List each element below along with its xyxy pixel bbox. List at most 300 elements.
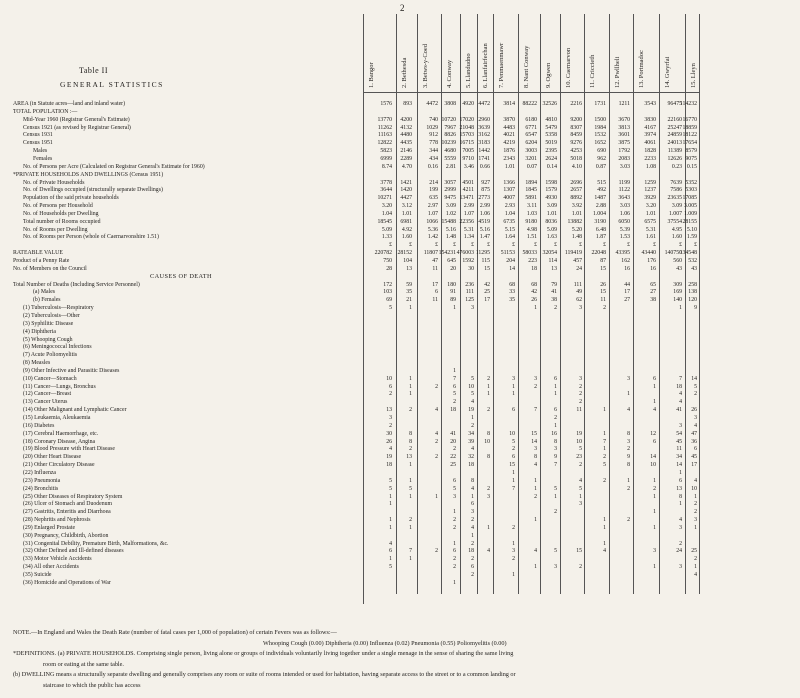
table-cell: 3875 — [618, 140, 630, 147]
row-label: (10) Cancer—Stomach — [23, 375, 77, 382]
table-cell: 8 — [627, 430, 630, 437]
table-cell: 1 — [534, 564, 537, 571]
table-cell: £ — [694, 242, 697, 249]
footnote-line: Whooping Cough (0.00) Diphtheria (0.00) Influenza (0.02) Pneumonia (0.55) Poliomyelitis (0.00) — [263, 639, 507, 647]
table-cell: 5.39 — [619, 226, 630, 233]
table-cell: 11 — [576, 407, 582, 414]
table-cell: 7 — [534, 407, 537, 414]
table-cell: 1122 — [618, 187, 630, 194]
table-cell: 5 — [603, 462, 606, 469]
table-cell: 1 — [603, 540, 606, 547]
table-cell: 1 — [409, 524, 412, 531]
table-cell: 4435 — [400, 140, 412, 147]
table-cell: 16 — [650, 265, 656, 272]
table-cell: 13 — [406, 265, 412, 272]
table-cell: 16 — [551, 430, 557, 437]
table-cell: £ — [653, 242, 656, 249]
table-cell: 103 — [383, 289, 392, 296]
table-cell: 10 — [650, 462, 656, 469]
table-cell: 2 — [409, 517, 412, 524]
table-cell: 1066 — [426, 218, 438, 225]
table-cell: 2 — [579, 462, 582, 469]
table-cell: 10 — [484, 438, 490, 445]
table-cell: 7 — [554, 462, 557, 469]
row-label: No. of Persons per Acre (Calculated on Registrar General's Estimate for 1960) — [23, 163, 205, 170]
table-cell: 21 — [406, 297, 412, 304]
table-cell: 1 — [653, 477, 656, 484]
table-cell: 1 — [653, 493, 656, 500]
row-label: No. of Members on the Council — [13, 265, 87, 272]
table-cell: 2657 — [570, 187, 582, 194]
table-cell: 111 — [573, 281, 582, 288]
table-cell: 2.81 — [445, 163, 456, 170]
table-cell: 1984 — [594, 124, 606, 131]
table-cell: 1307 — [503, 187, 515, 194]
table-cell: 1.009 — [683, 210, 697, 217]
table-cell: 1579 — [545, 187, 557, 194]
table-cell: 8 — [487, 430, 490, 437]
table-cell: 3670 — [618, 116, 630, 123]
footnote-line: staircase to which the public has access — [43, 681, 141, 689]
row-label: Total number of Rooms occupied — [23, 218, 101, 225]
table-cell: 2395 — [545, 148, 557, 155]
table-cell: 4 — [534, 462, 537, 469]
table-cell: 2999 — [444, 187, 456, 194]
table-cell: 2 — [694, 509, 697, 516]
table-cell: 5 — [471, 375, 474, 382]
footnote-line: *DEFINITIONS. (a) PRIVATE HOUSEHOLDS. Comprising single person, living alone or groups of individuals voluntarily living together under a single menage in the sense of sharing the same living — [13, 650, 514, 657]
table-cell: 6 — [471, 564, 474, 571]
table-cell: 2 — [453, 399, 456, 406]
table-cell: £ — [534, 242, 537, 249]
table-cell: 1.48 — [445, 234, 456, 241]
table-cell: 2 — [694, 501, 697, 508]
table-cell: 199 — [429, 187, 438, 194]
column-rule — [518, 14, 519, 594]
table-cell: 62 — [576, 297, 582, 304]
section-heading: CAUSES OF DEATH — [150, 272, 212, 280]
table-cell: 15 — [531, 430, 537, 437]
table-cell: 13 — [551, 265, 557, 272]
table-cell: 5559 — [444, 155, 456, 162]
table-cell: 1 — [389, 517, 392, 524]
table-cell: 3 — [627, 375, 630, 382]
table-cell: 15 — [484, 265, 490, 272]
table-cell: 17 — [432, 281, 438, 288]
table-cell: 204 — [506, 258, 515, 264]
table-cell: 2 — [579, 564, 582, 571]
table-cell: 3 — [679, 524, 682, 531]
table-cell: 37554 — [667, 218, 682, 225]
table-cell: 2 — [512, 524, 515, 531]
table-cell: 6050 — [618, 218, 630, 225]
table-cell: 2 — [487, 407, 490, 414]
table-cell: 14 — [650, 454, 656, 461]
table-cell: 1 — [603, 407, 606, 414]
table-cell: 6 — [554, 375, 557, 382]
table-cell: 2 — [453, 524, 456, 531]
table-cell: 9 — [554, 454, 557, 461]
table-cell: 3190 — [594, 218, 606, 225]
table-cell: 49 — [576, 289, 582, 296]
table-cell: 2 — [679, 540, 682, 547]
table-cell: 1 — [512, 572, 515, 578]
row-label: (25) Other Diseases of Respiratory System — [23, 493, 123, 500]
table-cell: 15703 — [459, 132, 474, 139]
table-cell: 1.87 — [595, 234, 606, 241]
column-rule — [396, 14, 397, 594]
table-cell: 79 — [551, 281, 557, 288]
row-label: Females — [33, 155, 53, 162]
table-cell: 4 — [694, 422, 697, 429]
column-header: 11. Criccieth — [589, 54, 596, 88]
row-label: (2) Tuberculosis—Other — [23, 312, 80, 319]
row-label: No. of Households per Dwelling — [23, 210, 99, 217]
table-cell: 690 — [597, 148, 606, 155]
table-cell: 3.09 — [445, 203, 456, 210]
table-cell: 1199 — [618, 179, 630, 186]
table-cell: 2 — [653, 485, 656, 492]
table-cell: 120 — [688, 297, 697, 304]
table-cell: £ — [579, 242, 582, 249]
table-cell: £ — [603, 242, 606, 249]
column-header: 5. Llandudno — [465, 53, 472, 88]
table-cell: 1.64 — [504, 234, 515, 241]
table-cell: 88222 — [522, 101, 537, 107]
table-cell: 2 — [512, 556, 515, 563]
table-cell: 309 — [673, 281, 682, 288]
table-cell: 2 — [453, 564, 456, 571]
table-cell: 42 — [484, 281, 490, 288]
table-cell: 5.15 — [504, 226, 515, 233]
table-cell: 18859 — [682, 124, 697, 131]
table-cell: 5 — [579, 446, 582, 453]
table-cell: 1576 — [380, 101, 392, 107]
table-cell: 1 — [471, 415, 474, 421]
table-cell: 5.16 — [479, 226, 490, 233]
table-cell: 8459 — [570, 132, 582, 139]
table-cell: 3 — [471, 509, 474, 516]
table-cell: 5.10 — [686, 226, 697, 233]
table-cell: £ — [679, 242, 682, 249]
table-cell: 7639 — [670, 179, 682, 186]
table-cell: 15 — [576, 548, 582, 555]
table-cell: 0.66 — [479, 163, 490, 170]
table-cell: 4021 — [503, 132, 515, 139]
table-cell: 8892 — [570, 195, 582, 202]
table-cell: 25 — [484, 289, 490, 296]
column-rule — [460, 14, 461, 594]
table-cell: 8 — [487, 454, 490, 461]
table-cell: 11295 — [475, 250, 490, 257]
table-cell: 2960 — [478, 116, 490, 123]
table-cell: 4 — [389, 446, 392, 453]
table-cell: 3 — [554, 564, 557, 571]
table-cell: 5018 — [570, 155, 582, 162]
table-cell: 2 — [512, 446, 515, 453]
table-cell: 1.06 — [619, 210, 630, 217]
row-label: AREA (in Statute acres—land and inland water) — [13, 101, 126, 107]
table-cell: 4427 — [400, 195, 412, 202]
table-cell: 3.09 — [671, 203, 682, 210]
table-cell: 236 — [465, 281, 474, 288]
table-cell: 2 — [554, 509, 557, 516]
table-cell: 22356 — [459, 218, 474, 225]
table-cell: 1 — [679, 501, 682, 508]
table-cell: 162 — [621, 258, 630, 264]
table-cell: 4007 — [503, 195, 515, 202]
table-cell: 1.61 — [645, 234, 656, 241]
table-cell: 5 — [389, 564, 392, 571]
table-cell: 4 — [679, 517, 682, 524]
table-cell: 9475 — [444, 195, 456, 202]
table-cell: 119419 — [564, 250, 582, 257]
table-cell: 11 — [432, 265, 438, 272]
table-cell: 1 — [653, 399, 656, 406]
table-cell: 51153 — [500, 250, 515, 257]
table-cell: 2 — [554, 305, 557, 312]
table-cell: 2 — [453, 446, 456, 453]
table-cell: 1 — [435, 493, 438, 500]
table-cell: 5303 — [685, 187, 697, 194]
table-cell: 172 — [383, 281, 392, 288]
table-cell: 6 — [471, 501, 474, 508]
table-cell: 1.63 — [546, 234, 557, 241]
row-label: (11) Cancer—Lungs, Bronchus — [23, 383, 96, 390]
table-cell: 476003 — [456, 250, 474, 257]
table-cell: 7586 — [670, 187, 682, 194]
table-cell: 91 — [450, 289, 456, 296]
table-cell: 10 — [509, 430, 515, 437]
table-cell: 3830 — [644, 116, 656, 123]
row-label: Population of the said private households — [23, 195, 119, 202]
table-cell: 1.42 — [427, 234, 438, 241]
column-header: 12. Pwllheli — [614, 56, 621, 88]
table-cell: 69 — [386, 297, 392, 304]
table-cell: 1.47 — [479, 234, 490, 241]
row-label: No. of Persons per Household — [23, 203, 93, 210]
table-cell: 59 — [406, 281, 412, 288]
table-cell: 169 — [673, 289, 682, 296]
table-cell: 68 — [531, 281, 537, 288]
column-rule — [441, 14, 442, 594]
table-cell: 1 — [554, 391, 557, 398]
row-label: (8) Measles — [23, 360, 51, 367]
table-cell: 1 — [453, 367, 456, 374]
table-cell: 1845 — [525, 187, 537, 194]
table-cell: 2 — [435, 548, 438, 555]
table-cell: 6204 — [525, 140, 537, 147]
table-cell: 47 — [432, 258, 438, 264]
table-cell: 18 — [531, 265, 537, 272]
row-label: *PRIVATE HOUSEHOLDS AND DWELLINGS (Census 1951) — [13, 171, 164, 178]
table-cell: 41 — [676, 407, 682, 414]
table-cell: 7 — [679, 375, 682, 382]
table-cell: 18 — [468, 548, 474, 555]
row-label: (31) Congenital Debility, Premature Birth, Malformations, &c. — [23, 540, 169, 547]
table-cell: 3 — [679, 422, 682, 429]
table-cell: 1 — [389, 556, 392, 563]
table-cell: 4 — [627, 407, 630, 414]
table-cell: 9 — [627, 454, 630, 461]
table-cell: 2 — [471, 517, 474, 524]
table-cell: 9710 — [462, 155, 474, 162]
table-cell: 0.87 — [595, 163, 606, 170]
table-cell: 10239 — [441, 140, 456, 147]
table-cell: 4472 — [426, 101, 438, 107]
row-label: (33) Motor Vehicle Accidents — [23, 556, 92, 563]
table-cell: 43440 — [641, 250, 656, 257]
table-cell: 1.08 — [645, 163, 656, 170]
table-cell: 5352 — [685, 179, 697, 186]
table-cell: 4 — [471, 399, 474, 406]
table-cell: 3639 — [478, 124, 490, 131]
table-cell: 5 — [512, 438, 515, 445]
table-cell: 9075 — [685, 155, 697, 162]
table-cell: 1.01 — [571, 210, 582, 217]
table-cell: 4 — [679, 399, 682, 406]
table-cell: 4 — [579, 477, 582, 484]
table-cell: 2 — [471, 556, 474, 563]
table-cell: 32054 — [542, 250, 557, 257]
row-label: (35) Suicide — [23, 572, 52, 578]
table-cell: 28152 — [397, 250, 412, 257]
row-label: Product of a Penny Rate — [13, 258, 70, 264]
table-cell: 4 — [694, 477, 697, 484]
row-label: No. of Private Households — [23, 179, 85, 186]
table-cell: 2 — [579, 399, 582, 406]
table-cell: 26 — [531, 297, 537, 304]
table-cell: 36 — [691, 438, 697, 445]
table-cell: 5 — [694, 383, 697, 390]
table-cell: 6575 — [644, 218, 656, 225]
table-cell: 2 — [579, 391, 582, 398]
table-cell: 1876 — [503, 148, 515, 155]
table-cell: 3.12 — [401, 203, 412, 210]
row-label: (20) Other Heart Disease — [23, 454, 82, 461]
table-cell: 1 — [653, 383, 656, 390]
table-cell: 3201 — [525, 155, 537, 162]
table-cell: 3003 — [525, 148, 537, 155]
table-cell: 2 — [435, 454, 438, 461]
table-cell: 3601 — [618, 132, 630, 139]
row-label: (9) Other Infective and Parasitic Diseases — [23, 367, 120, 374]
table-cell: 65 — [650, 281, 656, 288]
table-cell: 25 — [450, 462, 456, 469]
table-cell: 4132 — [400, 124, 412, 131]
table-cell: 0.14 — [546, 163, 557, 170]
table-cell: 3808 — [444, 101, 456, 107]
row-label: (32) Other Defined and Ill-defined diseases — [23, 548, 124, 555]
table-cell: 138 — [688, 289, 697, 296]
table-cell: 3 — [512, 375, 515, 382]
table-cell: 1 — [487, 524, 490, 531]
column-rule — [493, 14, 494, 594]
table-cell: 1 — [512, 391, 515, 398]
table-cell: 8 — [679, 493, 682, 500]
table-cell: 11807 — [423, 250, 438, 257]
table-cell: 25247 — [667, 124, 682, 131]
table-cell: 5.31 — [645, 226, 656, 233]
table-cell: 16770 — [682, 116, 697, 123]
table-cell: 12626 — [667, 155, 682, 162]
table-cell: 5 — [554, 485, 557, 492]
table-cell: 3.92 — [571, 203, 582, 210]
table-cell: 1.01 — [504, 163, 515, 170]
table-cell: 96475 — [667, 101, 682, 107]
table-cell: 6547 — [525, 132, 537, 139]
table-cell: 1 — [603, 524, 606, 531]
table-cell: 7 — [409, 548, 412, 555]
table-cell: 2 — [694, 556, 697, 563]
table-cell: 35 — [509, 297, 515, 304]
table-cell: 5.20 — [571, 226, 582, 233]
table-cell: 1 — [453, 579, 456, 586]
table-cell: 4 — [389, 540, 392, 547]
table-cell: 3 — [627, 438, 630, 445]
table-cell: 134548 — [679, 250, 697, 257]
table-cell: 8579 — [685, 148, 697, 155]
row-label: (22) Influenza — [23, 469, 56, 476]
table-cell: 5.36 — [427, 226, 438, 233]
table-cell: 2216 — [570, 101, 582, 107]
table-cell: 9 — [694, 305, 697, 312]
table-cell: 492 — [597, 187, 606, 194]
table-cell: 13 — [676, 485, 682, 492]
table-cell: 13 — [406, 454, 412, 461]
column-rule — [540, 14, 541, 594]
table-cell: 1.34 — [463, 234, 474, 241]
table-cell: 1 — [389, 493, 392, 500]
table-cell: 4.95 — [671, 226, 682, 233]
row-label: RATEABLE VALUE — [13, 250, 63, 257]
row-label: (13) Cancer Uterus — [23, 399, 68, 406]
table-cell: 3813 — [618, 124, 630, 131]
table-cell: 2 — [471, 422, 474, 429]
table-cell: 20 — [450, 438, 456, 445]
table-cell: 35 — [406, 289, 412, 296]
table-cell: 11262 — [377, 124, 392, 131]
table-cell: 4200 — [400, 116, 412, 123]
table-cell: 38 — [551, 297, 557, 304]
table-cell: 457 — [573, 258, 582, 264]
table-cell: 68 — [509, 281, 515, 288]
table-cell: 1 — [534, 305, 537, 312]
table-cell: 2.99 — [479, 203, 490, 210]
table-cell: 45 — [676, 438, 682, 445]
table-cell: 6 — [694, 446, 697, 453]
table-cell: 45 — [691, 454, 697, 461]
row-label: (27) Gastritis, Enteritis and Diarrhoea — [23, 509, 111, 516]
table-cell: 6 — [653, 375, 656, 382]
table-cell: 5019 — [545, 140, 557, 147]
table-cell: 2 — [603, 477, 606, 484]
column-header: 4. Conway — [446, 59, 453, 88]
table-cell: 1.51 — [526, 234, 537, 241]
table-cell: 4 — [471, 524, 474, 531]
table-cell: 2289 — [400, 155, 412, 162]
table-cell: 2 — [389, 391, 392, 398]
table-cell: 41 — [450, 430, 456, 437]
row-label: (28) Nephritis and Nephrosis — [23, 517, 91, 524]
table-cell: 2624 — [545, 155, 557, 162]
table-cell: 3 — [694, 517, 697, 524]
table-cell: 5.16 — [445, 226, 456, 233]
table-cell: 34 — [468, 430, 474, 437]
table-cell: 12822 — [377, 140, 392, 147]
table-cell: 6 — [453, 383, 456, 390]
table-cell: 3 — [487, 493, 490, 500]
